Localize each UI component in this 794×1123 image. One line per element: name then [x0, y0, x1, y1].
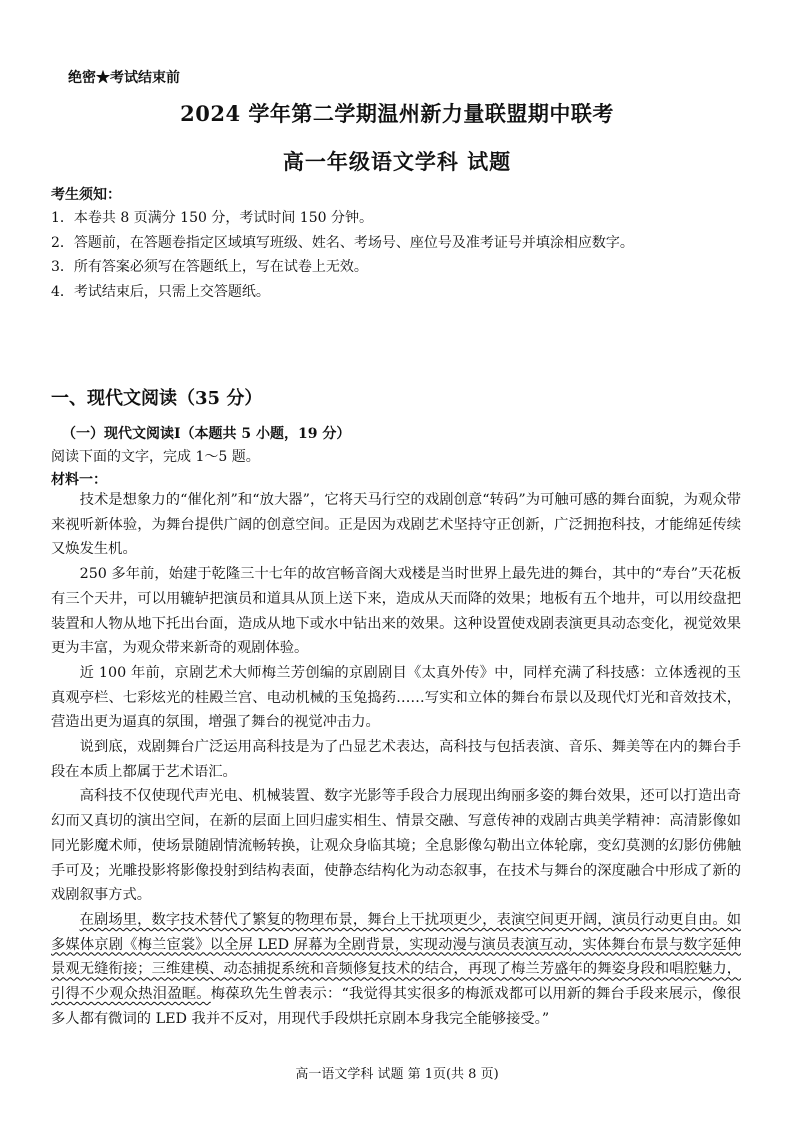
notice-item: 4．考试结束后，只需上交答题纸。 [51, 283, 270, 300]
notice-item: 1．本卷共 8 页满分 150 分，考试时间 150 分钟。 [51, 210, 373, 226]
underlined-sentence: 在剧场里，数字技术替代了繁复的物理布景，舞台上干扰项更少，表演空间更开阔，演员行动更自由。如多媒体京剧《梅兰宦裳》以全屏 LED 屏幕为全剧背景，实现动漫与演员表演互动，实体舞台布景与数字延伸景观无缝衔接；三维建模、动态捕捉系统和音频修复技术的结合，再现了梅兰芳盛年的舞姿身段和唱腔魅力，引得不少观众热泪盈眶。 [51, 911, 741, 1003]
passage-paragraph: 250 多年前，始建于乾隆三十七年的故宫畅音阁大戏楼是当时世界上最先进的舞台，其中的“寿台”天花板有三个天井，可以用辘轳把演员和道具从顶上送下来，造成从天而降的效果；地板有五个地井，可以用绞盘把装置和人物从地下托出台面，造成从地下或水中钻出来的效果。这种设置使戏剧表演更具动态变化，视觉效果更为丰富，为观众带来新奇的观剧体验。 [51, 566, 741, 657]
reading-passage [51, 488, 741, 1031]
exam-subtitle: 高一年级语文学科 试题 [282, 149, 512, 174]
notice-item: 2．答题前，在答题卷指定区域填写班级、姓名、考场号、座位号及准考证号并填涂相应数字。 [51, 234, 634, 251]
notice-item: 3．所有答案必须写在答题纸上，写在试卷上无效。 [51, 259, 368, 275]
quote-text: 梅葆玖先生曾表示：“我觉得其实很多的梅派戏都可以用新的舞台手段来展示，像很多人都有微词的 LED 我并不反对，用现代手段烘托京剧本身我完全能够接受。” [51, 986, 741, 1027]
passage-paragraph: 技术是想象力的“催化剂”和“放大器”，它将天马行空的戏剧创意“转码”为可触可感的舞台面貌，为观众带来视听新体验，为舞台提供广阔的创意空间。正是因为戏剧艺术坚持守正创新，广泛拥抱科技，才能绵延传续又焕发生机。 [51, 492, 741, 558]
passage-paragraph: 说到底，戏剧舞台广泛运用高科技是为了凸显艺术表达，高科技与包括表演、音乐、舞美等在内的舞台手段在本质上都属于艺术语汇。 [51, 739, 741, 780]
reading-instruction: 阅读下面的文字，完成 1～5 题。 [51, 449, 260, 465]
page-footer: 高一语文学科 试题 第 1页(共 8 页) [295, 1067, 499, 1082]
exam-title: 2024 学年第二学期温州新力量联盟期中联考 [180, 101, 614, 126]
passage-paragraph: 近 100 年前，京剧艺术大师梅兰芳创编的京剧剧目《太真外传》中，同样充满了科技感：立体透视的玉真观亭栏、七彩炫光的桂殿兰宫、电动机械的玉兔捣药……写实和立体的舞台布景以及现代灯光和音效技术，营造出更为逼真的氛围，增强了舞台的视觉冲击力。 [51, 664, 741, 731]
passage-paragraph-last [51, 908, 741, 1032]
section-heading: 一、现代文阅读（35 分） [51, 388, 263, 409]
material-label: 材料一： [51, 472, 107, 488]
candidate-notice [51, 184, 751, 304]
notice-heading: 考生须知： [51, 187, 121, 203]
confidential-label: 绝密★考试结束前 [68, 70, 180, 86]
passage-paragraph: 高科技不仅使现代声光电、机械装置、数字光影等手段合力展现出绚丽多姿的舞台效果，还可以打造出奇幻而又真切的演出空间，在新的层面上回归虚实相生、情景交融、写意传神的戏剧古典美学精神：高清影像如同光影魔术师，使场景随剧情流畅转换，让观众身临其境；全息影像勾勒出立体轮廓，变幻莫测的幻影仿佛触手可及；光雕投影将影像投射到结构表面，使静态结构化为动态叙事，在技术与舞台的深度融合中形成了新的戏剧叙事方式。 [51, 788, 741, 904]
subsection-heading: （一）现代文阅读Ⅰ（本题共 5 小题，19 分） [62, 426, 351, 442]
